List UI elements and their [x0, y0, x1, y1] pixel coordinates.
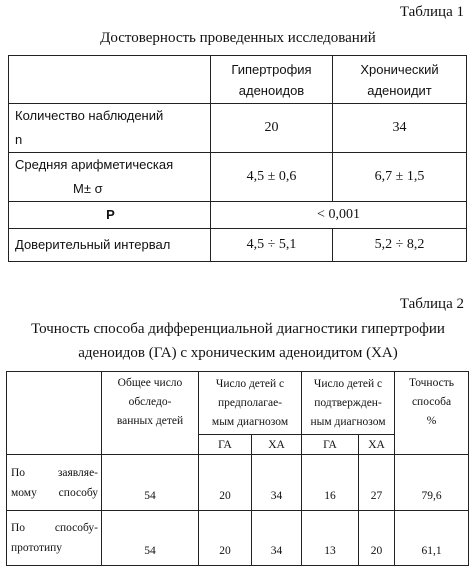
- header-accuracy: [395, 372, 469, 455]
- cell-value: 6,7 ± 1,5: [333, 153, 467, 202]
- cell-total: 54: [102, 455, 199, 511]
- cell-accuracy: 79,6: [395, 455, 469, 511]
- table-row: [9, 202, 467, 229]
- header-line: обследо-: [128, 396, 172, 408]
- cell-presumed-xa: 34: [252, 455, 302, 511]
- row-label: [9, 104, 211, 153]
- header-line: способа: [411, 396, 452, 408]
- cell-presumed-xa: 34: [252, 511, 302, 566]
- table2-title-line1: Точность способа дифференциальной диагностики гипертрофии: [31, 321, 445, 337]
- table2-title-line2: аденоидов (ГА) с хроническим аденоидитом (ХА): [78, 345, 398, 361]
- header-line: %: [426, 415, 437, 427]
- row-label-line: M± σ: [73, 181, 103, 196]
- cell-confirmed-xa: 27: [359, 455, 395, 511]
- cell-confirmed-ga: 13: [302, 511, 359, 566]
- table1-header-chronic: [333, 56, 467, 104]
- table-row: [9, 104, 467, 153]
- row-label-line: По способу-: [11, 522, 98, 534]
- header-presumed: [199, 372, 302, 435]
- header-line: Число детей с: [313, 377, 383, 390]
- table1-header-row: [9, 56, 467, 104]
- header-line: Точность: [409, 377, 454, 389]
- subheader-xa: ХА: [359, 435, 395, 455]
- cell-value: 4,5 ± 0,6: [211, 153, 333, 202]
- subheader-ga: ГА: [302, 435, 359, 455]
- header-line: Гипертрофия: [231, 61, 312, 77]
- cell-presumed-ga: 20: [199, 455, 252, 511]
- cell-value: 34: [333, 104, 467, 153]
- cell-value: 20: [211, 104, 333, 153]
- header-line: аденоидов: [238, 82, 305, 98]
- header-line: Общее число: [117, 377, 183, 389]
- row-label-line: Средняя арифметическая: [15, 157, 174, 172]
- table1-header-empty: [9, 56, 211, 104]
- p-value: < 0,001: [211, 202, 467, 229]
- row-label-line: По заявляе-: [11, 466, 98, 479]
- header-line: мым диагнозом: [211, 415, 289, 428]
- row-label-line: Количество наблюдений: [15, 108, 164, 123]
- header-line: Хронический: [360, 61, 439, 77]
- cell-total: 54: [102, 511, 199, 566]
- table1: [8, 55, 467, 262]
- header-line: ванных детей: [116, 415, 184, 427]
- row-label: [7, 511, 102, 566]
- table1-label: Таблица 1: [399, 4, 464, 20]
- header-line: ным диагнозом: [310, 415, 386, 428]
- table1-title: Достоверность проведенных исследований: [100, 30, 376, 46]
- header-line: подтвержден-: [314, 396, 382, 409]
- table-row: [9, 153, 467, 202]
- cell-confirmed-xa: 20: [359, 511, 395, 566]
- header-line: аденоидит: [367, 82, 432, 98]
- subheader-ga: ГА: [199, 435, 252, 455]
- header-total: [102, 372, 199, 455]
- row-label-line: прототипу: [11, 542, 63, 554]
- cell-confirmed-ga: 16: [302, 455, 359, 511]
- table1-header-hypertrophy: [211, 56, 333, 104]
- table-row: [7, 455, 469, 511]
- table2-label: Таблица 2: [399, 296, 464, 312]
- table-row: [9, 229, 467, 262]
- table2-header-empty: [7, 372, 102, 455]
- cell-accuracy: 61,1: [395, 511, 469, 566]
- p-label: Р: [9, 202, 211, 229]
- table2-header-row: [7, 372, 469, 435]
- row-label: Доверительный интервал: [9, 229, 211, 262]
- row-label: [7, 455, 102, 511]
- header-line: Число детей с: [215, 377, 285, 390]
- row-label-line: мому способу: [11, 486, 98, 499]
- cell-presumed-ga: 20: [199, 511, 252, 566]
- cell-value: 4,5 ÷ 5,1: [211, 229, 333, 262]
- table2: [6, 371, 469, 566]
- subheader-xa: ХА: [252, 435, 302, 455]
- row-label: [9, 153, 211, 202]
- header-confirmed: [302, 372, 395, 435]
- table-row: [7, 511, 469, 566]
- header-line: предполагае-: [217, 396, 283, 409]
- row-label-line: n: [15, 132, 23, 147]
- cell-value: 5,2 ÷ 8,2: [333, 229, 467, 262]
